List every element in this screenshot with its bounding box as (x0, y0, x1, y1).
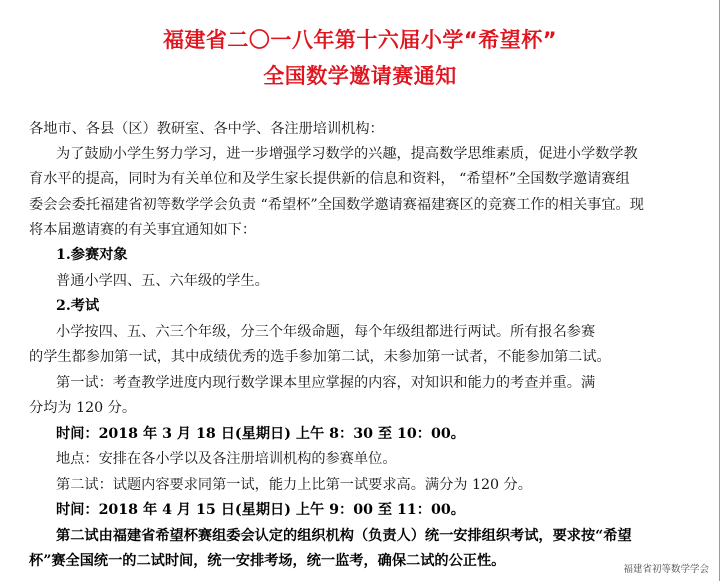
section-2-heading: 2.考试 (56, 298, 100, 314)
intro-line-4: 将本届邀请赛的有关事宜通知如下： (29, 222, 257, 238)
salutation: 各地市、各县（区）教研室、各中学、各注册培训机构： (29, 121, 384, 137)
first-exam-location: 地点：安排在各小学以及各注册培训机构的参赛单位。 (56, 451, 397, 467)
intro-line-1: 为了鼓励小学生努力学习，进一步增强学习数学的兴趣，提高数学思维素质，促进小学数学教 (56, 146, 638, 162)
second-exam-time: 时间：2018 年 4 月 15 日(星期日) 上午 9：00 至 11：00。 (56, 502, 465, 518)
intro-line-2: 育水平的提高，同时为有关单位和及学生家长提供新的信息和资料， “希望杯”全国数学邀请赛组 (29, 171, 630, 187)
title-line-2: 全国数学邀请赛通知 (263, 64, 457, 88)
second-exam-org-line-2: 杯”赛全国统一的二试时间，统一安排考场，统一监考，确保二试的公正性。 (29, 553, 506, 569)
first-exam-line-2: 分均为 120 分。 (29, 400, 137, 416)
first-exam-line-1: 第一试：考查教学进度内现行数学课本里应掌握的内容，对知识和能力的考查并重。满 (56, 375, 596, 391)
exam-paragraph-line-2: 的学生都参加第一试，其中成绩优秀的选手参加第二试，未参加第一试者，不能参加第二试。 (29, 349, 611, 365)
first-exam-time: 时间：2018 年 3 月 18 日(星期日) 上午 8：30 至 10：00。 (56, 426, 465, 442)
exam-paragraph-line-1: 小学按四、五、六三个年级，分三个年级命题，每个年级组都进行两试。所有报名参赛 (56, 324, 596, 340)
second-exam: 第二试：试题内容要求同第一试，能力上比第一试要求高。满分为 120 分。 (56, 477, 532, 493)
watermark-text: 福建省初等数学学会 (623, 564, 709, 575)
title-line-1: 福建省二〇一八年第十六届小学“希望杯” (162, 28, 558, 52)
section-1-heading: 1.参赛对象 (56, 247, 128, 263)
intro-line-3: 委会会委托福建省初等数学学会负责 “希望杯”全国数学邀请赛福建赛区的竞赛工作的相关事宜。现 (29, 197, 644, 213)
section-1-text: 普通小学四、五、六年级的学生。 (56, 273, 269, 289)
second-exam-org-line-1: 第二试由福建省希望杯赛组委会认定的组织机构（负责人）统一安排组织考试，要求按“希望 (56, 528, 632, 544)
